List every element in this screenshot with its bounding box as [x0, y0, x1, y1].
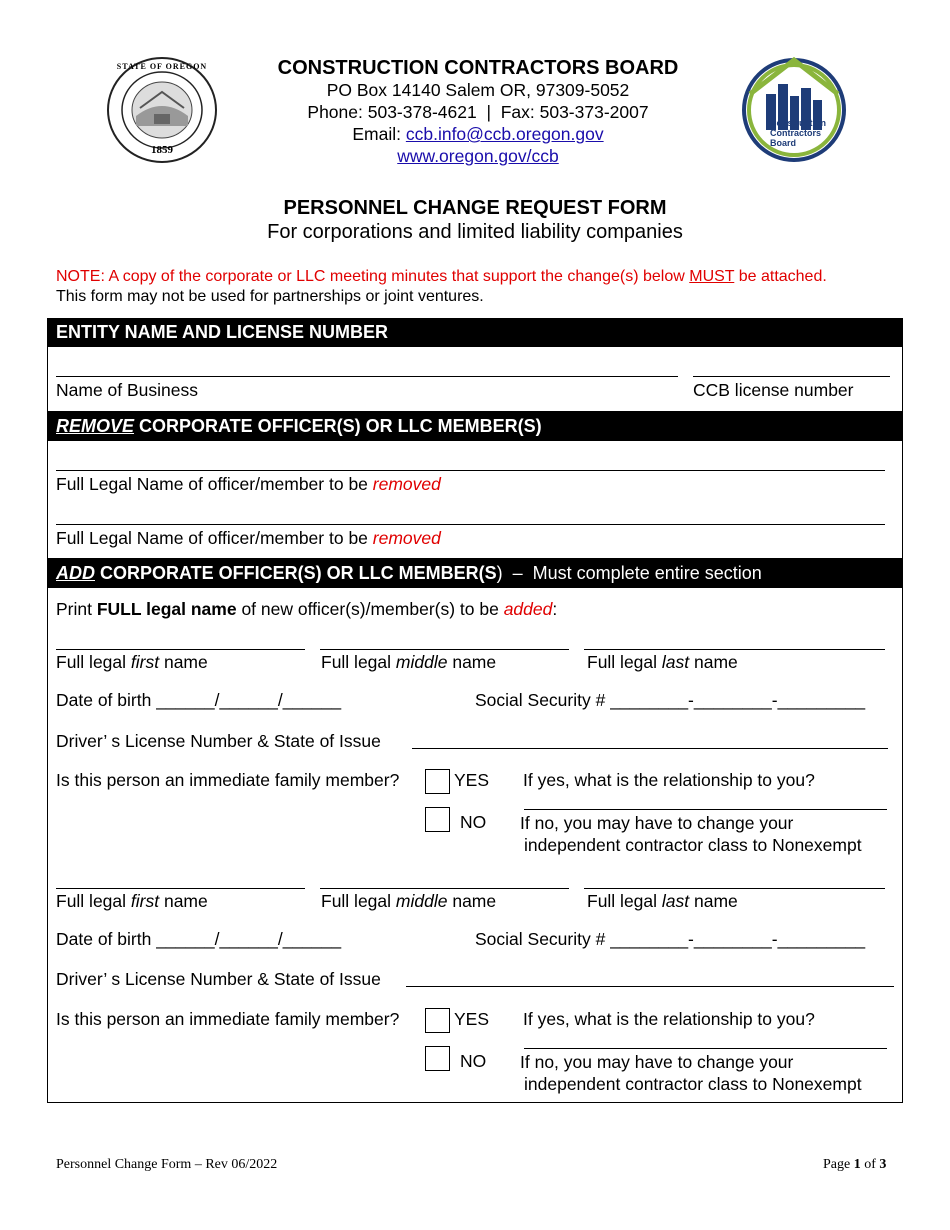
family-yes-checkbox[interactable]: [425, 769, 450, 794]
remove-label-prefix: Full Legal Name of officer/member to be: [56, 474, 373, 494]
business-name-label: Name of Business: [56, 380, 199, 400]
middle-name-label: Full legal middle name: [321, 652, 497, 672]
date-of-birth-field[interactable]: Date of birth ______/______/______: [56, 929, 342, 949]
website-link[interactable]: www.oregon.gov/ccb: [397, 146, 559, 166]
footer-page-number: Page 1 of 3: [823, 1157, 887, 1172]
ccb-logo: [740, 56, 848, 162]
note-suffix: be attached.: [734, 268, 827, 285]
instr-added: added: [503, 599, 553, 619]
last-name-field[interactable]: [584, 888, 885, 889]
nonexempt-note: If no, you may have to change your independent contractor class to Nonexempt: [520, 1052, 862, 1094]
remove-label-word: removed: [372, 474, 441, 494]
instr-mid: of new officer(s)/member(s) to be: [236, 599, 504, 619]
remove-name-label-2: [56, 528, 441, 549]
form-title: PERSONNEL CHANGE REQUEST FORM: [283, 197, 667, 219]
add-heading-em: ADD: [56, 563, 95, 583]
add-instruction: [56, 599, 557, 620]
relationship-question: If yes, what is the relationship to you?: [523, 1009, 815, 1029]
add-heading-tail: ) – Must complete entire section: [496, 563, 762, 583]
instr-end: :: [552, 599, 558, 619]
oregon-state-seal: [106, 56, 218, 164]
seal-year: 1859: [151, 144, 173, 156]
note-must: MUST: [689, 268, 735, 285]
middle-name-label: Full legal middle name: [321, 891, 497, 911]
org-name: CONSTRUCTION CONTRACTORS BOARD: [277, 57, 679, 79]
date-of-birth-field[interactable]: Date of birth ______/______/______: [56, 690, 342, 710]
logo-text-2: Contractors: [770, 128, 822, 138]
family-member-question: Is this person an immediate family member?: [56, 770, 400, 790]
last-name-field[interactable]: [584, 649, 885, 650]
add-heading-rest: CORPORATE OFFICER(S) OR LLC MEMBER(S: [95, 563, 497, 583]
family-no-label: NO: [460, 1051, 487, 1071]
middle-name-field[interactable]: [320, 649, 569, 650]
last-name-label: Full legal last name: [587, 652, 738, 672]
drivers-license-field[interactable]: [412, 748, 888, 749]
note-line: [56, 267, 827, 287]
email-label: Email:: [352, 124, 406, 144]
logo-text-3: Board: [770, 138, 797, 148]
note-prefix: NOTE: A copy of the corporate or LLC meeting minutes that support the change(s) below: [56, 268, 690, 285]
remove-name-field-1[interactable]: [56, 470, 885, 471]
instr-prefix: Print: [56, 599, 97, 619]
note-line-2: This form may not be used for partnerships or joint ventures.: [56, 288, 484, 305]
first-name-label: Full legal first name: [56, 652, 208, 672]
remove-label-word: removed: [372, 528, 441, 548]
org-email-line: [240, 123, 716, 145]
instr-bold: FULL legal name: [96, 599, 237, 619]
first-name-field[interactable]: [56, 649, 305, 650]
section-entity-title: ENTITY NAME AND LICENSE NUMBER: [56, 322, 389, 342]
family-no-checkbox[interactable]: [425, 1046, 450, 1071]
relationship-field[interactable]: [524, 809, 887, 810]
family-yes-label: YES: [454, 1009, 490, 1029]
family-no-checkbox[interactable]: [425, 807, 450, 832]
relationship-question: If yes, what is the relationship to you?: [523, 770, 815, 790]
drivers-license-field[interactable]: [406, 986, 894, 987]
logo-text-1: Construction: [770, 118, 826, 128]
first-name-label: Full legal first name: [56, 891, 208, 911]
remove-name-field-2[interactable]: [56, 524, 885, 525]
email-link[interactable]: ccb.info@ccb.oregon.gov: [405, 124, 604, 144]
org-phone-fax: Phone: 503-378-4621 | Fax: 503-373-2007: [307, 102, 649, 122]
nonexempt-note: If no, you may have to change your independent contractor class to Nonexempt: [520, 813, 862, 855]
middle-name-field[interactable]: [320, 888, 569, 889]
family-yes-label: YES: [454, 770, 490, 790]
remove-name-label-1: [56, 474, 441, 495]
business-name-field[interactable]: [56, 376, 678, 377]
remove-label-prefix: Full Legal Name of officer/member to be: [56, 528, 373, 548]
first-name-field[interactable]: [56, 888, 305, 889]
form-subtitle: For corporations and limited liability companies: [267, 221, 683, 243]
section-add-heading: [48, 558, 903, 588]
license-number-field[interactable]: [693, 376, 890, 377]
family-member-question: Is this person an immediate family member?: [56, 1009, 400, 1029]
org-address: PO Box 14140 Salem OR, 97309-5052: [326, 80, 630, 100]
remove-heading-em: REMOVE: [56, 416, 135, 436]
family-no-label: NO: [460, 812, 487, 832]
section-entity-heading: [48, 318, 903, 347]
remove-heading-rest: CORPORATE OFFICER(S) OR LLC MEMBER(S): [134, 416, 542, 436]
license-number-label: CCB license number: [693, 380, 854, 400]
ssn-field[interactable]: Social Security # ________-________-_________: [475, 929, 866, 949]
relationship-field[interactable]: [524, 1048, 887, 1049]
last-name-label: Full legal last name: [587, 891, 738, 911]
drivers-license-label: Driver’ s License Number & State of Issue: [56, 969, 381, 989]
drivers-license-label: Driver’ s License Number & State of Issue: [56, 731, 381, 751]
section-remove-heading: [48, 411, 903, 441]
ssn-field[interactable]: Social Security # ________-________-_________: [475, 690, 866, 710]
seal-top-text: STATE OF OREGON: [116, 62, 208, 71]
footer-revision: Personnel Change Form – Rev 06/2022: [56, 1157, 278, 1172]
family-yes-checkbox[interactable]: [425, 1008, 450, 1033]
